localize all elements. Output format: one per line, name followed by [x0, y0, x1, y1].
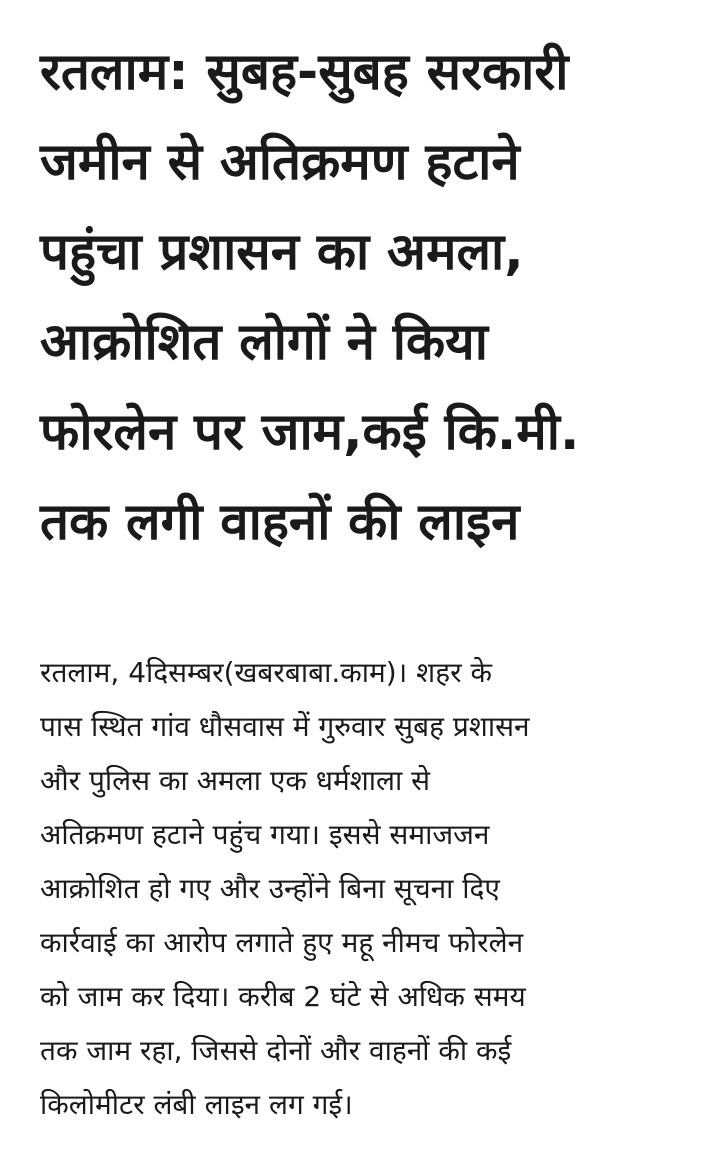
- body-line: तक जाम रहा, जिससे दोनों और वाहनों की कई: [40, 1034, 512, 1067]
- body-line: और पुलिस का अमला एक धर्मशाला से: [40, 764, 431, 797]
- headline-line: रतलाम: सुबह-सुबह सरकारी: [40, 43, 569, 102]
- body-line: आक्रोशित हो गए और उन्होंने बिना सूचना दिए: [40, 872, 500, 905]
- body-line: किलोमीटर लंबी लाइन लग गई।: [40, 1088, 353, 1121]
- headline-line: तक लगी वाहनों की लाइन: [40, 493, 520, 552]
- headline-line: पहुंचा प्रशासन का अमला,: [40, 223, 524, 282]
- body-line: को जाम कर दिया। करीब 2 घंटे से अधिक समय: [40, 980, 526, 1013]
- headline-line: आक्रोशित लोगों ने किया: [40, 313, 488, 372]
- body-line: रतलाम, 4दिसम्बर(खबरबाबा.काम)। शहर के: [40, 656, 492, 689]
- headline-line: फोरलेन पर जाम,कई कि.मी.: [40, 403, 580, 462]
- headline-line: जमीन से अतिक्रमण हटाने: [40, 133, 520, 192]
- article-body: [40, 646, 700, 1132]
- body-line: अतिक्रमण हटाने पहुंच गया। इससे समाजजन: [40, 818, 490, 851]
- body-line: कार्रवाई का आरोप लगाते हुए महू नीमच फोरलेन: [40, 926, 524, 959]
- body-line: पास स्थित गांव धौसवास में गुरुवार सुबह प्रशासन: [40, 710, 530, 743]
- news-article: [40, 28, 690, 1121]
- article-headline: [40, 28, 690, 568]
